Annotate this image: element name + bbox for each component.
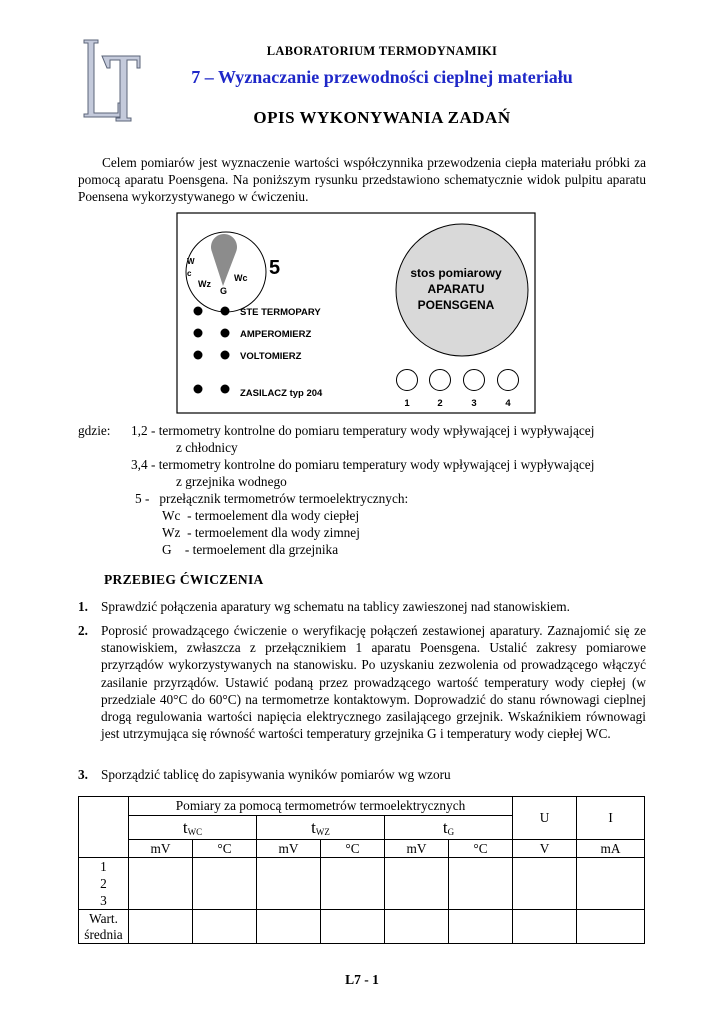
step-2 <box>78 622 646 742</box>
section-title: OPIS WYKONYWANIA ZADAŃ <box>253 108 511 127</box>
thermometer-number: 3 <box>471 398 477 409</box>
page-number: L7 - 1 <box>345 972 379 987</box>
average-row-label: Wart. średnia <box>79 910 129 944</box>
legend-gdzie: gdzie: <box>78 423 111 438</box>
legend-line: z chłodnicy <box>176 440 238 455</box>
lab-header: LABORATORIUM TERMODYNAMIKI <box>266 44 498 58</box>
socket <box>221 351 230 360</box>
row-label: STE TERMOPARY <box>240 307 321 318</box>
unit-cell: mA <box>577 840 645 858</box>
step-text: Sporządzić tablicę do zapisywania wyników pomiarów wg wzoru <box>101 767 451 782</box>
legend-line: Wc - termoelement dla wody ciepłej <box>162 508 360 523</box>
stack-label: stos pomiarowy <box>410 266 502 280</box>
row-numbers: 1 2 3 <box>79 858 129 910</box>
step-number: 3. <box>78 767 88 782</box>
legend-line: 5 - przełącznik termometrów termoelektrycznych: <box>135 491 409 506</box>
legend <box>78 422 658 558</box>
thermometer-1 <box>397 370 418 391</box>
socket <box>194 329 203 338</box>
socket <box>194 307 203 316</box>
thermometer-4 <box>498 370 519 391</box>
thermometer-number: 4 <box>505 398 511 409</box>
socket <box>221 385 230 394</box>
socket <box>194 351 203 360</box>
step-text: Sprawdzić połączenia aparatury wg schematu na tablicy zawieszonej nad stanowiskiem. <box>101 599 570 614</box>
step-1 <box>78 598 646 615</box>
exercise-title: 7 – Wyznaczanie przewodności cieplnej materiału <box>191 67 573 87</box>
socket <box>221 329 230 338</box>
row-label: AMPEROMIERZ <box>240 329 312 340</box>
label-w: W <box>187 257 195 266</box>
step-number: 1. <box>78 599 88 614</box>
legend-line: G - termoelement dla grzejnika <box>162 542 339 557</box>
thermometer-3 <box>464 370 485 391</box>
apparatus-panel-diagram <box>176 212 536 414</box>
legend-line: 3,4 - termometry kontrolne do pomiaru temperatury wody wpływającej i wypływającej <box>131 457 595 472</box>
legend-line: Wz - termoelement dla wody zimnej <box>162 525 360 540</box>
col-i: I <box>577 797 645 840</box>
step-text: Poprosić prowadzącego ćwiczenie o weryfikację połączeń zestawionej aparatury. Zaznajomić się ze stanowiskiem, zwłaszcza z przełącznikiem 1 aparatu Poensgena. Ustalić zakresy pomiarowe przyrządów wykorzystywanych na stanowisku. Po uzyskaniu zezwolenia od prowadzącego włączyć zasilanie przyrządów. Ustawić podaną przez prowadzącego wartość temperatury wody ciepłej (w przedziale 40°C do 60°C) na termometrze kontaktowym. Doprowadzić do stanu równowagi cieplnej drogą regulowania wartości napięcia elektrycznego zasilającego grzejnik. Wskaźnikiem równowagi jest utrzymująca się równość wartości temperatury grzejnika G i temperatury wody ciepłej WC. <box>101 623 646 742</box>
unit-cell: mV <box>257 840 321 858</box>
label-wc: Wc <box>234 273 248 283</box>
col-twc: $t_{WC}$ <box>129 816 257 840</box>
stack-label: POENSGENA <box>417 298 495 312</box>
unit-cell: mV <box>129 840 193 858</box>
step-3 <box>78 766 646 783</box>
group-header: Pomiary za pomocą termometrów termoelektrycznych <box>129 797 513 816</box>
thermometer-number: 2 <box>437 398 443 409</box>
thermometer-2 <box>430 370 451 391</box>
unit-cell: °C <box>449 840 513 858</box>
col-twz: $t_{WZ}$ <box>257 816 385 840</box>
corner-cell <box>79 797 129 858</box>
unit-cell: °C <box>321 840 385 858</box>
row-label: VOLTOMIERZ <box>240 351 302 362</box>
thermometer-number: 1 <box>404 398 410 409</box>
unit-cell: V <box>513 840 577 858</box>
row-label: ZASILACZ typ 204 <box>240 388 323 399</box>
results-table <box>78 796 645 944</box>
socket <box>221 307 230 316</box>
step-number: 2. <box>78 623 88 638</box>
label-c: c <box>187 269 192 278</box>
label-g: G <box>220 286 228 296</box>
col-u: U <box>513 797 577 840</box>
unit-cell: mV <box>385 840 449 858</box>
col-tg: $t_G$ <box>385 816 513 840</box>
stack-label: APARATU <box>427 282 485 296</box>
switch-number: 5 <box>269 257 281 279</box>
legend-line: 1,2 - termometry kontrolne do pomiaru temperatury wody wpływającej i wypływającej <box>131 423 595 438</box>
socket <box>194 385 203 394</box>
procedure-heading: PRZEBIEG ĆWICZENIA <box>104 572 264 587</box>
label-wz: Wz <box>198 279 211 289</box>
unit-cell: °C <box>193 840 257 858</box>
legend-line: z grzejnika wodnego <box>176 474 287 489</box>
intro-paragraph: Celem pomiarów jest wyznaczenie wartości współczynnika przewodzenia ciepła materiału próbki za pomocą aparatu Poensgena. Na poniższym rysunku przedstawiono schematycznie widok pulpitu aparatu Poensena wykorzystywanego w ćwiczeniu. <box>78 155 646 205</box>
